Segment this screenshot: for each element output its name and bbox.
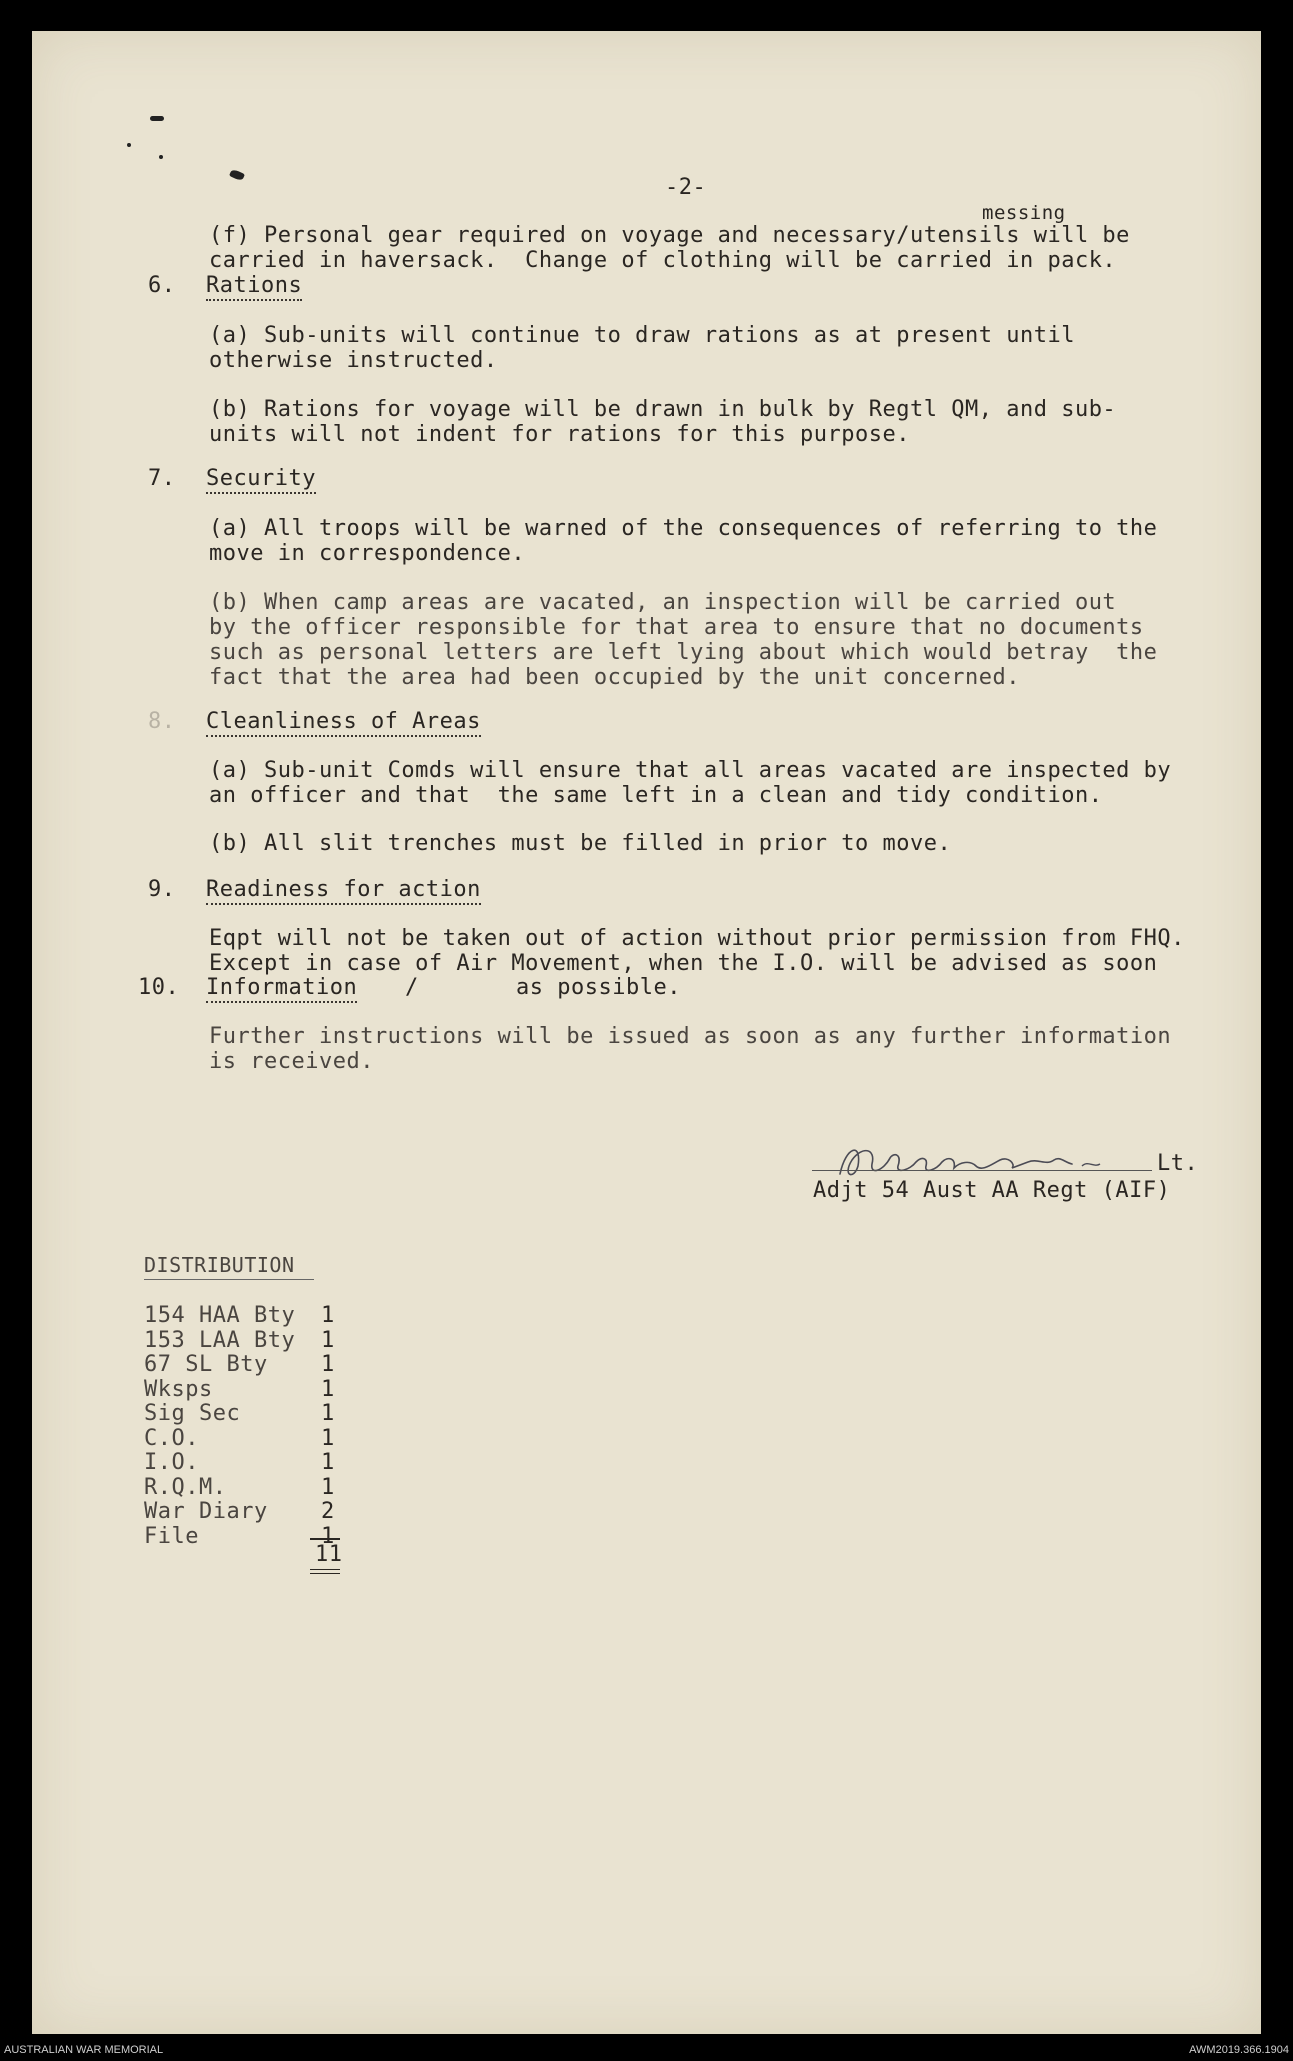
distribution-qty: 1 (321, 1303, 335, 1328)
distribution-unit: 153 LAA Bty (144, 1327, 296, 1353)
section-7-number: 7. (148, 466, 176, 491)
distribution-heading: DISTRIBUTION (144, 1253, 295, 1277)
distribution-heading-underline (144, 1279, 314, 1280)
signature-underline (812, 1170, 1152, 1171)
para-8b-line1: (b) All slit trenches must be filled in prior to move. (209, 831, 952, 856)
distribution-unit: 67 SL Bty (144, 1352, 268, 1377)
document-page (32, 31, 1261, 2034)
section-7-heading: Security (206, 466, 316, 494)
distribution-unit: Sig Sec (144, 1401, 241, 1426)
section-9-heading: Readiness for action (206, 877, 481, 905)
para-6a-line1: (a) Sub-units will continue to draw rations as at present until (209, 323, 1075, 348)
distribution-unit: Wksps (144, 1376, 213, 1402)
section-8-number: 8. (148, 709, 176, 734)
para-10-line1: Further instructions will be issued as soon as any further information (209, 1024, 1172, 1049)
para-6b-line1: (b) Rations for voyage will be drawn in bulk by Regtl QM, and sub- (209, 397, 1117, 422)
para-9-line3: as possible. (516, 975, 681, 1000)
para-8a-line1: (a) Sub-unit Comds will ensure that all areas vacated are inspected by (209, 758, 1172, 783)
distribution-unit: R.Q.M. (144, 1474, 227, 1500)
para-7b-line1: (b) When camp areas are vacated, an inspection will be carried out (209, 590, 1117, 615)
para-9-line2: Except in case of Air Movement, when the I.O. will be advised as soon (209, 951, 1158, 976)
para-7a-line1: (a) All troops will be warned of the consequences of referring to the (209, 516, 1158, 541)
distribution-qty: 1 (321, 1523, 335, 1549)
section-8-heading: Cleanliness of Areas (206, 709, 481, 737)
para-7a-line2: move in correspondence. (209, 541, 526, 566)
ink-mark (229, 168, 245, 181)
para-8a-line2: an officer and that the same left in a clean and tidy condition. (209, 783, 1103, 808)
insert-word: messing (982, 202, 1066, 224)
section-10-number: 10. (138, 975, 180, 1000)
ink-mark (127, 143, 131, 147)
distribution-qty: 1 (321, 1425, 335, 1451)
para-7b-line2: by the officer responsible for that area to ensure that no documents (209, 615, 1144, 640)
footer-right: AWM2019.366.1904 (1189, 2044, 1289, 2056)
distribution-qty: 2 (321, 1499, 335, 1524)
insertion-slash: / (405, 975, 419, 1000)
footer-left: AUSTRALIAN WAR MEMORIAL (4, 2044, 164, 2056)
distribution-qty: 1 (321, 1376, 335, 1402)
distribution-qty: 1 (321, 1352, 335, 1377)
distribution-total: 11 (315, 1542, 343, 1567)
para-7b-line4: fact that the area had been occupied by the unit concerned. (209, 665, 1020, 690)
distribution-qty: 1 (321, 1474, 335, 1500)
para-10-line2: is received. (209, 1049, 374, 1074)
distribution-qty: 1 (321, 1401, 335, 1426)
signature-rank: Lt. (1157, 1151, 1199, 1176)
section-6-heading: Rations (206, 273, 302, 301)
para-6b-line2: units will not indent for rations for this purpose. (209, 422, 911, 447)
signature-title: Adjt 54 Aust AA Regt (AIF) (813, 1178, 1171, 1203)
total-double-rule (310, 1569, 340, 1574)
page-number: -2- (665, 175, 707, 200)
para-9-line1: Eqpt will not be taken out of action without prior permission from FHQ. (209, 926, 1185, 951)
distribution-qty: 1 (321, 1327, 335, 1353)
distribution-unit: War Diary (144, 1499, 268, 1524)
ink-mark (150, 116, 164, 121)
total-rule (310, 1538, 340, 1540)
distribution-unit: C.O. (144, 1425, 199, 1451)
distribution-unit: File (144, 1523, 199, 1549)
para-7b-line3: such as personal letters are left lying about which would betray the (209, 640, 1158, 665)
section-10-heading: Information (206, 975, 357, 1003)
section-6-number: 6. (148, 273, 176, 298)
ink-mark (159, 155, 163, 159)
section-9-number: 9. (148, 877, 176, 902)
distribution-unit: I.O. (144, 1450, 199, 1475)
distribution-unit: 154 HAA Bty (144, 1303, 296, 1328)
para-6a-line2: otherwise instructed. (209, 348, 498, 373)
para-f-line2: carried in haversack. Change of clothing will be carried in pack. (209, 248, 1117, 273)
para-f-line1: (f) Personal gear required on voyage and necessary/utensils will be (209, 223, 1130, 248)
distribution-qty: 1 (321, 1450, 335, 1475)
